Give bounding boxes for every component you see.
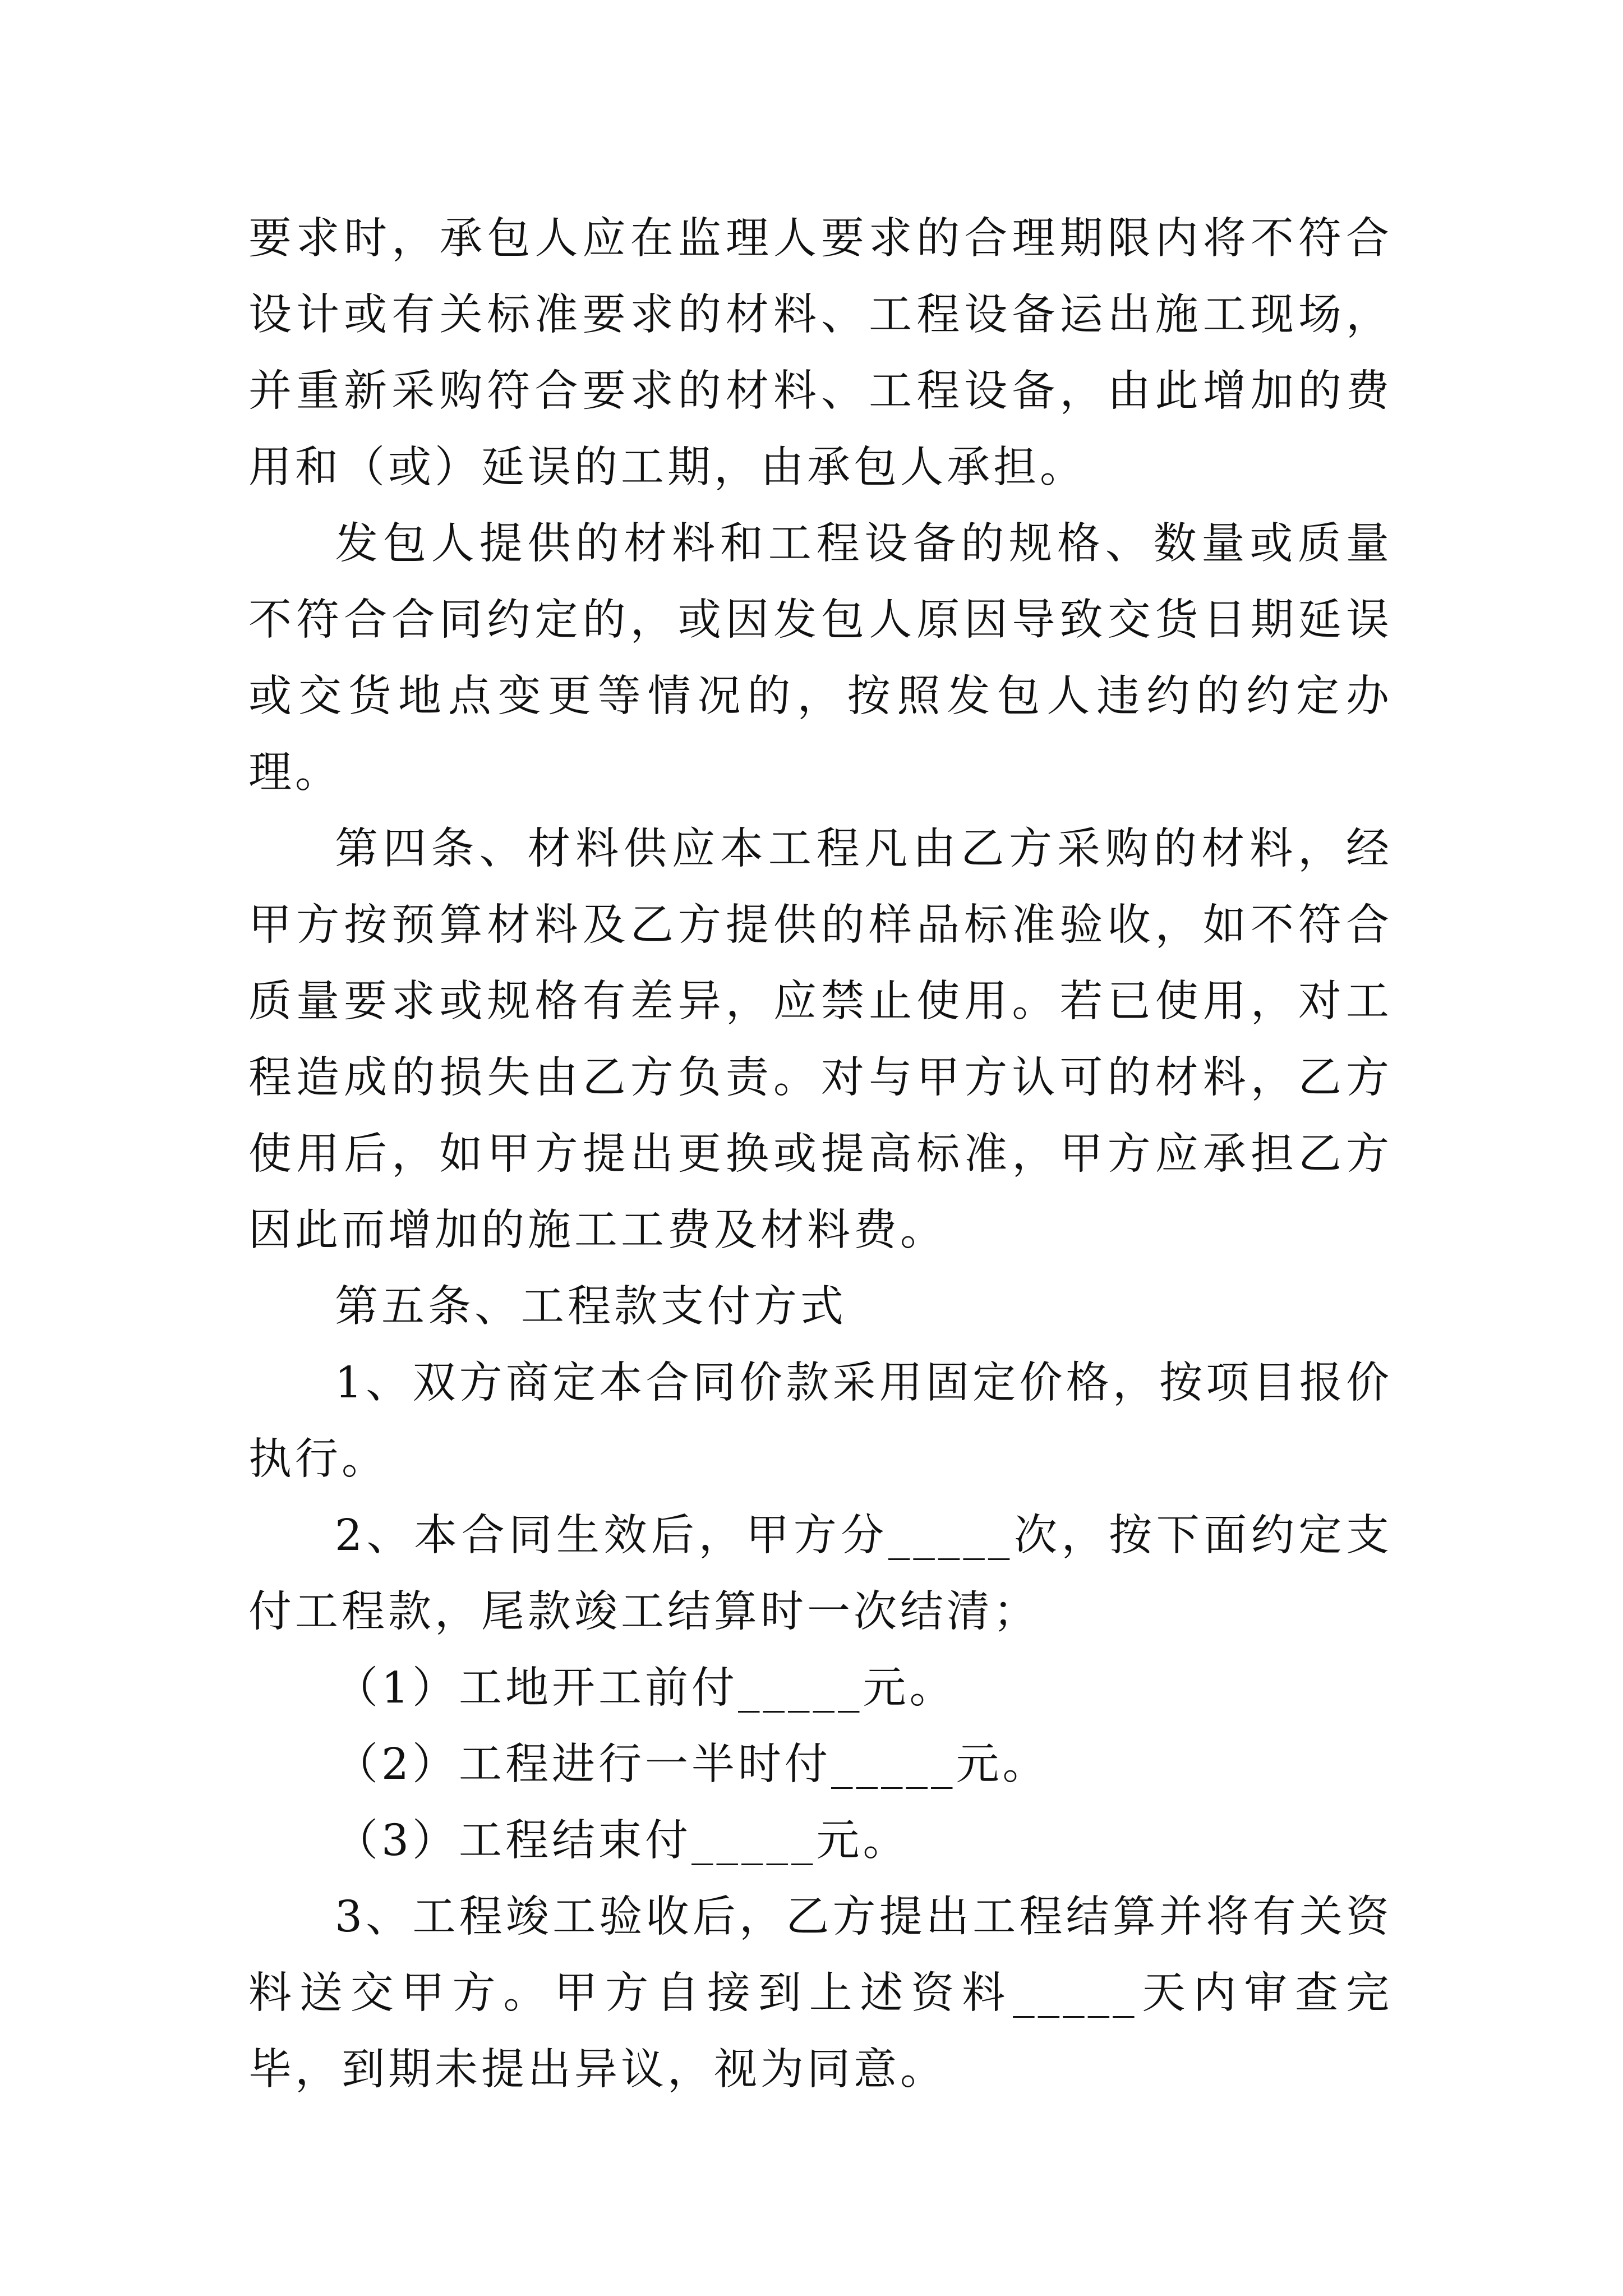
payment-item-2: （2）工程进行一半时付_____元。 <box>335 1740 1049 1789</box>
paragraph-employer-supplied-materials: 发包人提供的材料和工程设备的规格、数量或质量不符合合同约定的，或因发包人原因导致交货日期延误或交货地点变更等情况的，按照发包人违约的约定办理。 <box>248 519 1393 798</box>
heading-article-five: 第五条、工程款支付方式 <box>335 1282 847 1332</box>
document-body <box>248 201 1393 2108</box>
clause-2-payment-schedule: 2、本合同生效后，甲方分_____次，按下面约定支付工程款，尾款竣工结算时一次结清； <box>248 1511 1393 1637</box>
payment-item-3: （3）工程结束付_____元。 <box>335 1816 910 1866</box>
clause-1-fixed-price: 1、双方商定本合同价款采用固定价格，按项目报价执行。 <box>248 1358 1393 1484</box>
paragraph-material-requirements: 要求时，承包人应在监理人要求的合理期限内将不符合设计或有关标准要求的材料、工程设备运出施工现场，并重新采购符合要求的材料、工程设备，由此增加的费用和（或）延误的工期，由承包人承担。 <box>248 214 1393 493</box>
payment-item-1: （1）工地开工前付_____元。 <box>335 1663 956 1713</box>
clause-3-final-settlement: 3、工程竣工验收后，乙方提出工程结算并将有关资料送交甲方。甲方自接到上述资料_____天内审查完毕，到期未提出异议，视为同意。 <box>248 1892 1393 2095</box>
paragraph-article-four: 第四条、材料供应本工程凡由乙方采购的材料，经甲方按预算材料及乙方提供的样品标准验收，如不符合质量要求或规格有差异，应禁止使用。若已使用，对工程造成的损失由乙方负责。对与甲方认可的材料，乙方使用后，如甲方提出更换或提高标准，甲方应承担乙方因此而增加的施工工费及材料费。 <box>248 824 1393 1255</box>
